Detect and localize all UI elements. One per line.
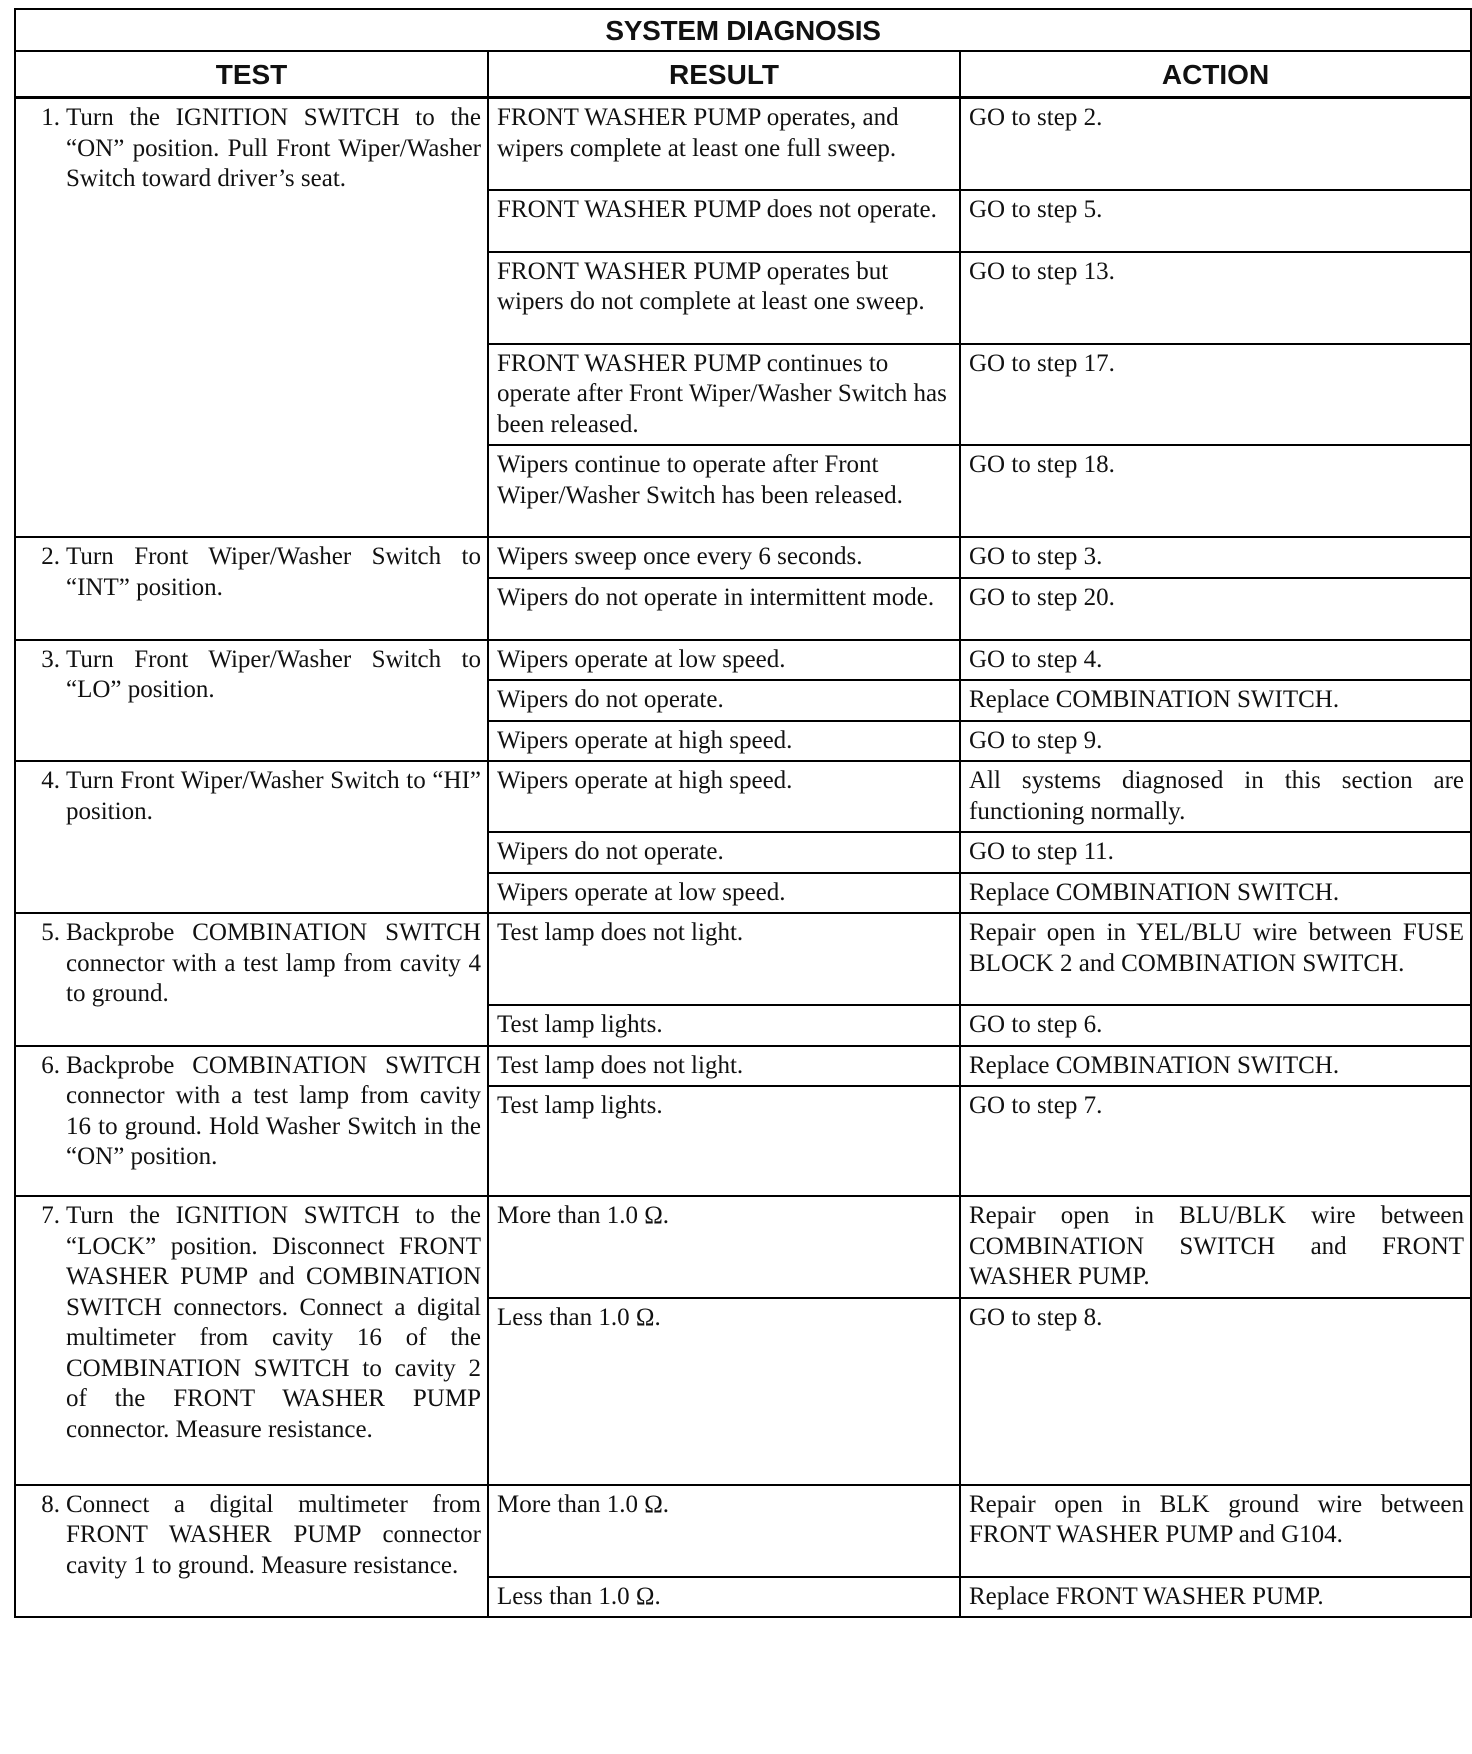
action-cell: GO to step 17. bbox=[960, 344, 1471, 446]
action-cell: GO to step 4. bbox=[960, 640, 1471, 681]
title-row bbox=[15, 9, 1471, 51]
test-cell bbox=[15, 640, 488, 762]
result-cell: Wipers do not operate. bbox=[488, 832, 960, 873]
test-instruction: Turn the IGNITION SWITCH to the “LOCK” position. Disconnect FRONT WASHER PUMP and COMBINATION SWITCH connectors. Connect a digital multimeter from cavity 16 of the COMBINATION SWITCH to cavity 2 of the FRONT WASHER PUMP connector. Measure resistance. bbox=[66, 1202, 481, 1443]
action-cell: GO to step 8. bbox=[960, 1298, 1471, 1485]
system-diagnosis-table bbox=[14, 8, 1472, 1618]
result-cell: FRONT WASHER PUMP does not operate. bbox=[488, 190, 960, 252]
test-instruction: Turn Front Wiper/Washer Switch to “LO” position. bbox=[66, 645, 481, 703]
result-cell: Test lamp lights. bbox=[488, 1005, 960, 1046]
result-cell: FRONT WASHER PUMP operates, and wipers complete at least one full sweep. bbox=[488, 98, 960, 190]
test-instruction: Turn the IGNITION SWITCH to the “ON” position. Pull Front Wiper/Washer Switch toward driver’s seat. bbox=[66, 104, 481, 192]
test-cell bbox=[15, 98, 488, 538]
action-cell: All systems diagnosed in this section are functioning normally. bbox=[960, 761, 1471, 832]
result-cell: Test lamp does not light. bbox=[488, 913, 960, 1005]
action-cell: GO to step 6. bbox=[960, 1005, 1471, 1046]
test-content bbox=[24, 645, 481, 706]
result-cell: Test lamp does not light. bbox=[488, 1046, 960, 1087]
result-cell: Wipers operate at high speed. bbox=[488, 721, 960, 762]
action-cell: Replace COMBINATION SWITCH. bbox=[960, 873, 1471, 914]
action-cell: GO to step 18. bbox=[960, 445, 1471, 537]
header-row bbox=[15, 51, 1471, 98]
result-cell: Wipers operate at high speed. bbox=[488, 761, 960, 832]
action-cell: GO to step 5. bbox=[960, 190, 1471, 252]
result-cell: Wipers do not operate. bbox=[488, 680, 960, 721]
test-instruction: Connect a digital multimeter from FRONT WASHER PUMP connector cavity 1 to ground. Measure resistance. bbox=[66, 1490, 481, 1579]
table-row bbox=[15, 761, 1471, 832]
action-cell: GO to step 3. bbox=[960, 537, 1471, 578]
action-cell: Repair open in YEL/BLU wire between FUSE BLOCK 2 and COMBINATION SWITCH. bbox=[960, 913, 1471, 1005]
test-instruction: Backprobe COMBINATION SWITCH connector with a test lamp from cavity 4 to ground. bbox=[66, 919, 481, 1007]
action-cell: GO to step 2. bbox=[960, 98, 1471, 190]
step-number: 8. bbox=[41, 1490, 60, 1518]
action-cell: GO to step 20. bbox=[960, 578, 1471, 640]
action-cell: GO to step 7. bbox=[960, 1086, 1471, 1196]
result-cell: Wipers sweep once every 6 seconds. bbox=[488, 537, 960, 578]
result-cell: Less than 1.0 Ω. bbox=[488, 1298, 960, 1485]
test-cell bbox=[15, 1485, 488, 1618]
table-row bbox=[15, 913, 1471, 1005]
test-content bbox=[24, 542, 481, 603]
test-cell bbox=[15, 537, 488, 640]
test-cell bbox=[15, 761, 488, 913]
table-row bbox=[15, 640, 1471, 681]
table-row bbox=[15, 537, 1471, 578]
result-cell: Test lamp lights. bbox=[488, 1086, 960, 1196]
result-cell: FRONT WASHER PUMP continues to operate after Front Wiper/Washer Switch has been released. bbox=[488, 344, 960, 446]
test-content bbox=[24, 103, 481, 195]
result-cell: More than 1.0 Ω. bbox=[488, 1485, 960, 1577]
test-content bbox=[24, 1490, 481, 1582]
result-cell: FRONT WASHER PUMP operates but wipers do not complete at least one sweep. bbox=[488, 252, 960, 344]
table-row bbox=[15, 1196, 1471, 1298]
action-cell: Repair open in BLK ground wire between FRONT WASHER PUMP and G104. bbox=[960, 1485, 1471, 1577]
diagnosis-page bbox=[14, 8, 1470, 1618]
test-content bbox=[24, 918, 481, 1010]
action-cell: GO to step 9. bbox=[960, 721, 1471, 762]
action-cell: Replace COMBINATION SWITCH. bbox=[960, 680, 1471, 721]
test-content bbox=[24, 1051, 481, 1173]
test-instruction: Backprobe COMBINATION SWITCH connector with a test lamp from cavity 16 to ground. Hold Washer Switch in the “ON” position. bbox=[66, 1051, 481, 1170]
result-cell: Wipers do not operate in intermittent mode. bbox=[488, 578, 960, 640]
result-cell: More than 1.0 Ω. bbox=[488, 1196, 960, 1298]
column-header-action: ACTION bbox=[960, 51, 1471, 98]
table-row bbox=[15, 1046, 1471, 1087]
action-cell: GO to step 13. bbox=[960, 252, 1471, 344]
test-cell bbox=[15, 913, 488, 1046]
test-instruction: Turn Front Wiper/Washer Switch to “HI” position. bbox=[66, 767, 481, 825]
test-content bbox=[24, 766, 481, 827]
action-cell: Replace COMBINATION SWITCH. bbox=[960, 1046, 1471, 1087]
column-header-test: TEST bbox=[15, 51, 488, 98]
test-cell bbox=[15, 1196, 488, 1485]
result-cell: Wipers operate at low speed. bbox=[488, 873, 960, 914]
test-instruction: Turn Front Wiper/Washer Switch to “INT” position. bbox=[66, 543, 481, 601]
result-cell: Wipers continue to operate after Front Wiper/Washer Switch has been released. bbox=[488, 445, 960, 537]
step-number: 6. bbox=[41, 1051, 60, 1079]
result-cell: Less than 1.0 Ω. bbox=[488, 1577, 960, 1618]
action-cell: Repair open in BLU/BLK wire between COMBINATION SWITCH and FRONT WASHER PUMP. bbox=[960, 1196, 1471, 1298]
table-row bbox=[15, 1485, 1471, 1577]
step-number: 5. bbox=[41, 919, 60, 946]
action-cell: Replace FRONT WASHER PUMP. bbox=[960, 1577, 1471, 1618]
step-number: 3. bbox=[41, 645, 60, 673]
step-number: 1. bbox=[41, 104, 60, 131]
step-number: 4. bbox=[41, 767, 60, 794]
action-cell: GO to step 11. bbox=[960, 832, 1471, 873]
table-row bbox=[15, 98, 1471, 190]
step-number: 2. bbox=[41, 543, 60, 570]
test-cell bbox=[15, 1046, 488, 1197]
diagnosis-body bbox=[15, 98, 1471, 1618]
column-header-result: RESULT bbox=[488, 51, 960, 98]
result-cell: Wipers operate at low speed. bbox=[488, 640, 960, 681]
table-title: SYSTEM DIAGNOSIS bbox=[15, 9, 1471, 51]
test-content bbox=[24, 1201, 481, 1445]
step-number: 7. bbox=[41, 1202, 60, 1229]
